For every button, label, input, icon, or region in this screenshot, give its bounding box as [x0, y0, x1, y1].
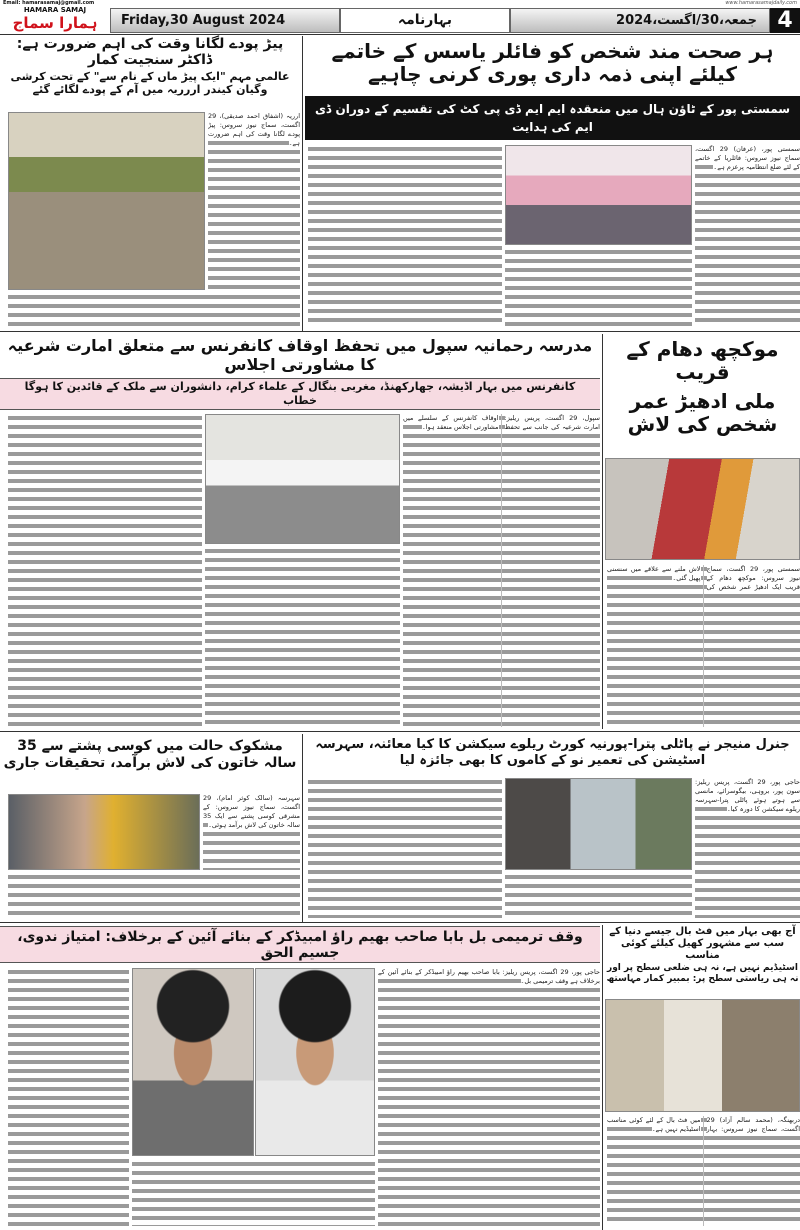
headline-railway: جنرل منیجر نے پاٹلی پترا-پورنیہ کورٹ ریلوے سیکشن کا کیا معائنہ، سہرسہ اسٹیشن کی تعمیر نو کے کاموں کا بھی جائزہ لیا: [315, 737, 790, 768]
subhead-madrasa: کانفرنس میں بہار اڈیشہ، جھارکھنڈ، مغربی بنگال کے علماء کرام، دانشوران سے ملک کے قائدین کا ہوگا خطاب: [0, 378, 600, 410]
article-body-railway-left: [308, 778, 502, 918]
section-title: بہارنامہ: [340, 8, 510, 33]
article-body-filaria-bottom: [505, 248, 692, 327]
headline-kosi: مشکوک حالت میں کوسی پشتے سے 35 سالہ خاتون کی لاش برآمد، تحقیقات جاری: [3, 738, 297, 771]
headline-stadium: آج بھی بہار میں فٹ بال جیسے دنیا کے سب سے مشہور کھیل کیلئے کوئی مناسب: [609, 926, 796, 961]
section-divider: [0, 331, 800, 332]
logo-english: HAMARA SAMAJ: [23, 6, 87, 14]
article-body-madrasa-right: سپول، 29 اگست، پریس ریلیز: امارت شرعیہ کی جانب سے تحفظ اوقاف کانفرنس کے سلسلے میں مشاورتی اجلاس منعقد ہوا۔: [403, 414, 600, 727]
article-body-waqf-right: حاجی پور، 29 اگست، پریس ریلیز: بابا صاحب بھیم راؤ امبیڈکر کے بنائے آئین کے برخلاف ہے وقف ترمیمی بل۔: [378, 968, 600, 1226]
article-body-body-found: سمستی پور، 29 اگست، سماج نیوز سروس: موکچھ دھام کے قریب ایک ادھیڑ عمر شخص کی لاش ملنے سے علاقے میں سنسنی پھیل گئی۔: [607, 565, 800, 727]
photo-filaria-event: [505, 145, 692, 245]
subheadline-body-found: ملی ادھیڑ عمر شخص کی لاش: [627, 389, 778, 436]
article-body-filaria-left: [308, 145, 502, 327]
article-body-stadium: دربھنگہ، (محمد سالم آزاد) 29 اگست، سماج نیوز سروس: بہار میں فٹ بال کے لئے کوئی مناسب اسٹیڈیم نہیں ہے۔: [607, 1116, 800, 1226]
column-divider: [302, 36, 303, 331]
article-body-kosi: سہرسہ (سالک کوثر امام)، 29 اگست، سماج نیوز سروس: کے مشرقی کوسی پشتے سے ایک 35 سالہ خاتون کی لاش برآمد ہوئی۔: [203, 794, 300, 870]
photo-portrait-imtiaz-nadvi: [132, 968, 254, 1156]
masthead-email: Email: hamarasamaj@gmail.com: [3, 0, 95, 6]
section-divider: [0, 922, 800, 923]
headline-body-found: موکچھ دھام کے قریب: [626, 337, 779, 384]
subheadline-stadium: اسٹیڈیم نہیں ہے، نہ ہی ضلعی سطح پر اور نہ ہی ریاستی سطح پر: بمبیر کمار مہاستھ: [606, 963, 799, 984]
masthead-website: www.hamarasamajdaily.com: [725, 0, 797, 6]
headline-madrasa: مدرسہ رحمانیہ سپول میں تحفظ اوقاف کانفرنس سے متعلق امارت شرعیہ کا مشاورتی اجلاس: [7, 336, 593, 374]
subhead-bar-filaria: سمستی پور کے ٹاؤن ہال میں منعقدہ ایم ایم ڈی پی کٹ کی تقسیم کے دوران ڈی ایم کی ہدایت: [305, 96, 800, 140]
section-divider: [0, 731, 800, 732]
article-body-madrasa-middle: [205, 547, 400, 727]
article-body-madrasa-left: [8, 414, 202, 727]
photo-madrasa-meeting: [205, 414, 400, 544]
photo-tree-planting: [8, 112, 205, 290]
subheadline-tree: عالمی مہم "ایک پیڑ ماں کے نام سے" کے تحت کرشی وگیان کیندر اررریہ میں آم کے پودے لگائے گئے: [10, 70, 290, 96]
column-divider: [302, 734, 303, 922]
article-body-railway-bottom: [505, 873, 692, 919]
photo-kosi: [8, 794, 200, 870]
photo-portrait-jasimul-haq: [255, 968, 375, 1156]
logo-urdu: ہمارا سماج: [12, 14, 98, 32]
article-body-tree: ارریہ (اشفاق احمد صدیقی)، 29 اگست، سماج نیوز سروس: پیڑ پودے لگانا وقت کی اہم ضرورت ہے۔: [208, 112, 300, 290]
headline-tree: پیڑ پودے لگانا وقت کی اہم ضرورت ہے: ڈاکٹر سنجیت کمار: [16, 36, 284, 68]
article-body-railway-right: حاجی پور، 29 اگست، پریس ریلیز: سون پور، بروہی، بیگوسرائے، مانسی سے ہوتے ہوئے پاٹلی پترا-سہرسہ ریلوے سیکشن کا دورہ کیا۔: [695, 778, 800, 918]
date-english: Friday,30 August 2024: [110, 8, 340, 33]
page-number: 4: [770, 8, 800, 33]
article-body-kosi-bottom: [8, 873, 300, 919]
column-divider: [602, 925, 603, 1230]
article-body-filaria-right: سمستی پور، (عرفان) 29 اگست، سماج نیوز سروس: فائلریا کے خاتمے کے لئے ضلع انتظامیہ پرعزم ہے۔: [695, 145, 800, 327]
article-body-tree-bottom: [8, 293, 300, 327]
photo-railway-inspection: [505, 778, 692, 870]
photo-stadium-press: [605, 999, 800, 1112]
article-body-waqf-left: [8, 968, 129, 1226]
date-urdu: جمعہ،30/اگست،2024: [510, 8, 770, 33]
headline-filaria: ہر صحت مند شخص کو فائلر یاسس کے خاتمے کیلئے اپنی ذمہ داری پوری کرنی چاہیے: [331, 39, 774, 86]
header-divider: [0, 34, 800, 35]
photo-body-found: [605, 458, 800, 560]
column-divider: [602, 334, 603, 729]
article-body-waqf-bottom: [132, 1160, 375, 1226]
headline-waqf: وقف ترمیمی بل بابا صاحب بھیم راؤ امبیڈکر کے بنائے آئین کے برخلاف: امتیاز ندوی، جسیم الحق: [0, 926, 600, 963]
logo: [3, 6, 107, 34]
